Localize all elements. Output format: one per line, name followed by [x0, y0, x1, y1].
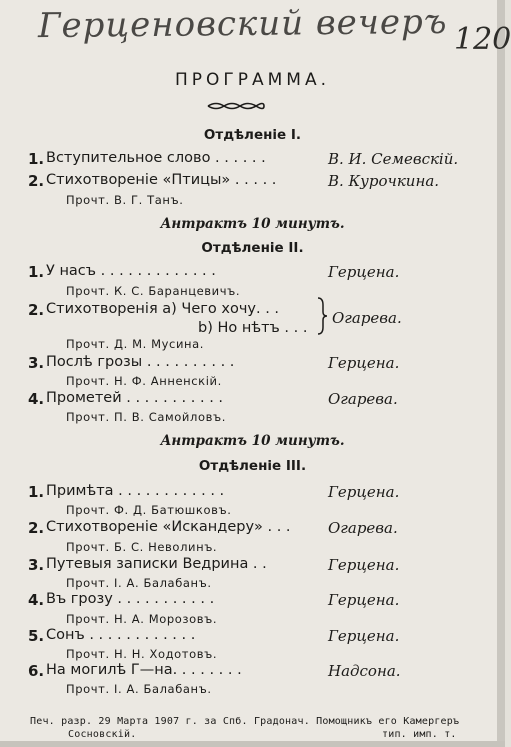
item-reader: Прочт. Н. А. Морозовъ. [66, 612, 218, 626]
item-title: Стихотвореніе «Искандеру» . . . [46, 519, 291, 535]
item-title: Вступительное слово . . . . . . [46, 150, 266, 166]
item-number: 1. [28, 263, 45, 281]
item-title: Сонъ . . . . . . . . . . . . [46, 627, 196, 643]
section-1-item-1 [28, 150, 505, 172]
item-author: Герцена. [328, 483, 400, 501]
section-2-heading: Отдѣленіе II. [201, 240, 304, 256]
item-reader: Прочт. К. С. Баранцевичъ. [66, 284, 241, 298]
item-reader: Прочт. Н. Ф. Анненскій. [66, 374, 222, 388]
handwritten-title: Герценовский вечеръ [37, 1, 448, 47]
section-3-item-4 [28, 591, 505, 613]
section-3-item-6 [28, 662, 505, 684]
intermission-1: Антрактъ 10 минутъ. [160, 216, 345, 232]
item-title: Въ грозу . . . . . . . . . . . [46, 591, 215, 607]
item-title: Путевыя записки Ведрина . . [46, 556, 267, 572]
item-reader: Прочт. Б. С. Неволинъ. [66, 540, 218, 554]
item-number: 5. [28, 627, 45, 645]
handwritten-number: 120 [454, 22, 511, 57]
item-title: Стихотвореніе «Птицы» . . . . . [46, 172, 277, 188]
section-3-item-3 [28, 556, 505, 578]
item-subtitle: b) Но нѣтъ . . . [198, 320, 308, 336]
ornament-divider [206, 100, 266, 112]
section-3-item-5 [28, 627, 505, 649]
item-author: Огарева. [332, 309, 402, 327]
section-3-item-2 [28, 519, 505, 541]
item-number: 1. [28, 150, 45, 168]
item-author: Герцена. [328, 263, 400, 281]
item-reader: Прочт. Ф. Д. Батюшковъ. [66, 503, 232, 517]
item-author: В. Курочкина. [328, 172, 440, 190]
item-number: 4. [28, 591, 45, 609]
page-edge-bottom [0, 741, 505, 747]
section-2-item-4 [28, 390, 505, 412]
item-reader: Прочт. В. Г. Танъ. [66, 193, 184, 207]
item-reader: Прочт. Д. М. Мусина. [66, 337, 205, 351]
item-title: Стихотворенія a) Чего хочу. . . [46, 301, 280, 317]
item-title: У насъ . . . . . . . . . . . . . [46, 263, 216, 279]
item-number: 2. [28, 172, 45, 190]
section-2-item-3 [28, 354, 505, 376]
item-author: Надсона. [328, 662, 401, 680]
item-author: Герцена. [328, 354, 400, 372]
item-reader: Прочт. І. А. Балабанъ. [66, 682, 212, 696]
item-number: 6. [28, 662, 45, 680]
item-title: Примѣта . . . . . . . . . . . . [46, 483, 225, 499]
item-number: 1. [28, 483, 45, 501]
item-author: Герцена. [328, 591, 400, 609]
item-author: Огарева. [328, 519, 398, 537]
brace-icon [316, 297, 328, 335]
item-reader: Прочт. Н. Н. Ходотовъ. [66, 647, 218, 661]
item-title: На могилѣ Г—на. . . . . . . . [46, 662, 242, 678]
section-1-heading: Отдѣленіе I. [203, 127, 302, 143]
item-author: Огарева. [328, 390, 398, 408]
section-1-item-2 [28, 172, 505, 194]
item-number: 4. [28, 390, 45, 408]
item-title: Послѣ грозы . . . . . . . . . . [46, 354, 235, 370]
item-number: 3. [28, 556, 45, 574]
item-reader: Прочт. П. В. Самойловъ. [66, 410, 226, 424]
item-number: 2. [28, 519, 45, 537]
footer-line-2-left: Сосновскій. [68, 729, 137, 740]
item-title: Прометей . . . . . . . . . . . [46, 390, 224, 406]
item-author: Герцена. [328, 627, 400, 645]
item-number: 3. [28, 354, 45, 372]
item-reader: Прочт. І. А. Балабанъ. [66, 576, 212, 590]
footer-line-2-right: тип. имп. т. [382, 729, 457, 740]
intermission-2: Антрактъ 10 минутъ. [160, 433, 345, 449]
footer-line-1: Печ. разр. 29 Марта 1907 г. за Спб. Градонач. Помощникъ его Камергеръ [30, 716, 460, 727]
section-3-item-1 [28, 483, 505, 505]
section-2-item-1 [28, 263, 505, 285]
program-title: ПРОГРАММА. [174, 70, 331, 90]
item-number: 2. [28, 301, 45, 319]
item-author: Герцена. [328, 556, 400, 574]
item-author: В. И. Семевскій. [328, 150, 459, 168]
section-3-heading: Отдѣленіе III. [198, 458, 307, 474]
